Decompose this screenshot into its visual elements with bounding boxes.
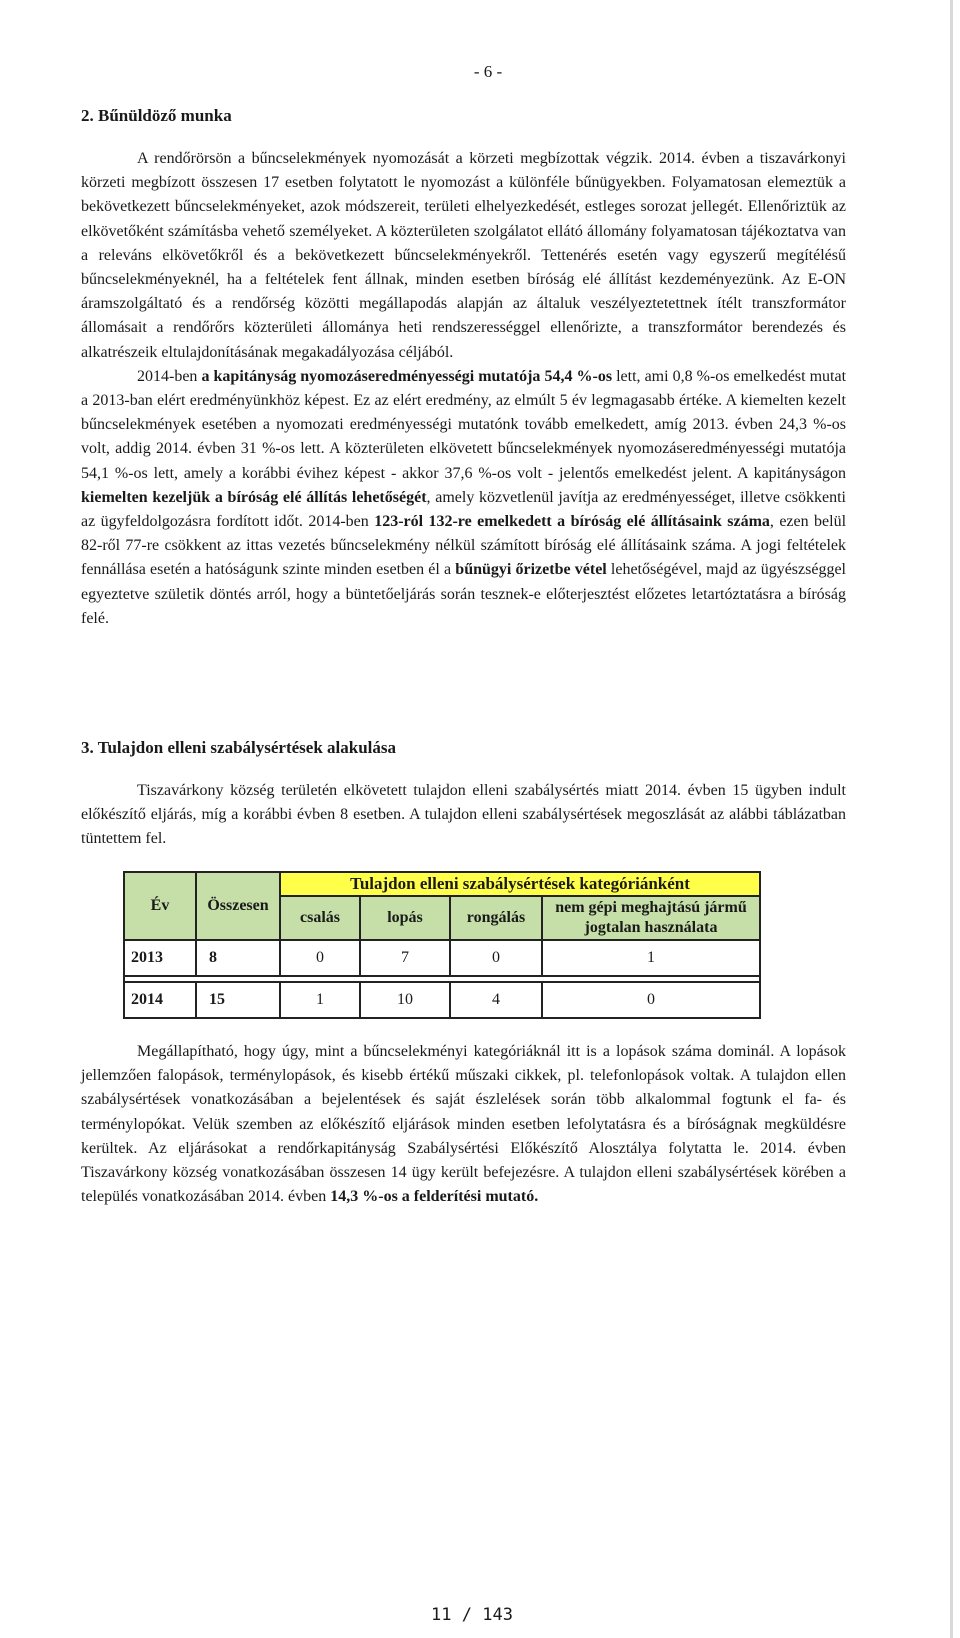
paragraph: Tiszavárkony község területén elkövetett tulajdon elleni szabálysértés miatt 2014. évben 15 ügyben indult előkészítő eljárás, míg a korábbi évben 8 esetben. A tulajdon elleni szabálysértések megoszlását az alábbi táblázatban tüntettem fel. (81, 782, 846, 848)
cell-total: 8 (196, 940, 280, 976)
section-2-heading: 2. Bűnüldöző munka (81, 106, 232, 125)
scan-edge (950, 0, 953, 1638)
cell-value: 4 (450, 982, 542, 1018)
table-row (124, 940, 760, 976)
section-3-closing (81, 1040, 846, 1209)
page-number: - 6 - (473, 62, 503, 81)
paragraph: Megállapítható, hogy úgy, mint a bűncselekményi kategóriáknál itt is a lopások száma dominál. A lopások jellemzően falopások, terménylopások, és kisebb értékű műszaki cikkek, pl. telefonlopások voltak. A tulajdon ellen szabálysértések vonatkozásában a bejelentések és saját észlelések során több alkalommal fogtunk el fa- és terménylopókat. Velük szemben az előkészítő eljárások minden esetben lefolytatásra és a bíróságnak megküldésre kerültek. Az eljárásokat a rendőrkapitányság Szabálysértési Előkészítő Alosztálya folytatta le. 2014. évben Tiszavárkony község vonatkozásában összesen 14 ügy került befejezésre. A tulajdon elleni szabálysértések körében a település vonatkozásában 2014. évben 14,3 %-os a felderítési mutató. (81, 1043, 846, 1206)
header-category: nem gépi meghajtású jármű jogtalan használata (542, 896, 760, 940)
header-category: csalás (280, 896, 360, 940)
cell-value: 0 (450, 940, 542, 976)
cell-value: 1 (280, 982, 360, 1018)
table-row (124, 982, 760, 1018)
section-2 (81, 106, 846, 126)
header-category: lopás (360, 896, 450, 940)
section-3-heading: 3. Tulajdon elleni szabálysértések alakulása (81, 738, 397, 757)
cell-year: 2014 (124, 982, 196, 1018)
cell-value: 7 (360, 940, 450, 976)
section-3 (81, 738, 846, 758)
paragraph: 2014-ben a kapitányság nyomozáseredményességi mutatója 54,4 %-os lett, ami 0,8 %-os emelkedést mutat a 2013-ban elért eredményünkhöz képest. Ez az elért eredmény, az elmúlt 5 év legmagasabb értéke. A kiemelten kezelt bűncselekmények esetében a nyomozati eredményességi mutatónk tovább emelkedett, amíg 2013. évben 24,3 %-os volt, addig 2014. évben 31 %-os lett. A közterületen elkövetett bűncselekmények nyomozáseredményességi mutatója 54,1 %-os lett, amely a korábbi évihez képest - akkor 37,6 %-os volt - jelentős emelkedést jelent. A kapitányságon kiemelten kezeljük a bíróság elé állítás lehetőségét, amely közvetlenül javítja az eredményességet, illetve csökkenti az ügyfeldolgozásra fordított időt. 2014-ben 123-ról 132-re emelkedett a bíróság elé állításaink száma, ezen belül 82-ről 77-re csökkent az ittas vezetés bűncselekmény nélkül számított bíróság elé állításaink száma. A jogi feltételek fennállása esetén a hatóságunk szinte minden esetben él a bűnügyi őrizetbe vétel lehetőségével, majd az ügyészséggel egyeztetve születik döntés arról, hogy a büntetőeljárás során tesznek-e előterjesztést előzetes letartóztatásra a bíróság felé. (81, 367, 847, 627)
paragraph: A rendőrörsön a bűncselekmények nyomozását a körzeti megbízottak végzik. 2014. évben a tiszavárkonyi körzeti megbízott összesen 17 esetben folytatott le nyomozást a különféle bűnügyekben. Folyamatosan elemeztük a bekövetkezett bűncselekményeket, azok módszereit, területi elhelyezkedését, estleges sorozat jellegét. Ellenőriztük az elkövetőként számításba vehető személyeket. A közterületen szolgálatot ellátó állomány folyamatosan tájékoztatva van a releváns elkövetőkről és a bekövetkezett bűncselekményekről. Tettenérés esetén vagy egyszerű megítélésű bűncselekményeknél, ha a feltételek fent állnak, minden esetben bíróság elé állítást kezdeményezünk. Az E-ON áramszolgáltató és a rendőrség közötti megállapodás alapján az általuk veszélyeztetettnek ítélt transzformátor állomásait a rendőrőrs közterületi állománya heti rendszerességgel ellenőrizte, a transzformátor berendezés és alkatrészeik eltulajdonításának megakadályozása céljából. (81, 150, 846, 361)
page-counter: 11 / 143 (431, 1605, 513, 1625)
header-year: Év (124, 872, 196, 940)
header-total: Összesen (196, 872, 280, 940)
header-group: Tulajdon elleni szabálysértések kategóriánként (280, 872, 760, 896)
property-offences-table (123, 871, 761, 1019)
section-2-body (81, 147, 846, 631)
cell-year: 2013 (124, 940, 196, 976)
cell-value: 0 (280, 940, 360, 976)
cell-total: 15 (196, 982, 280, 1018)
header-category: rongálás (450, 896, 542, 940)
cell-value: 0 (542, 982, 760, 1018)
cell-value: 10 (360, 982, 450, 1018)
cell-value: 1 (542, 940, 760, 976)
section-3-intro (81, 779, 846, 852)
